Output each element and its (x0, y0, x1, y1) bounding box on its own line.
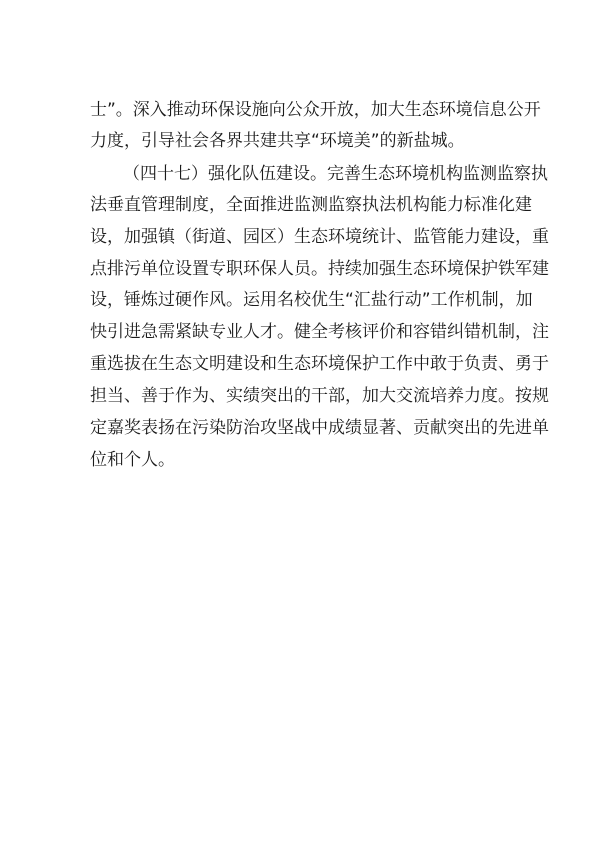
text-line-6: 点排污单位设置专职环保人员。持续加强生态环境保护铁军建 (90, 259, 549, 279)
text-line-3: （四十七）强化队伍建设。完善生态环境机构监测监察执 (123, 164, 548, 184)
text-line-8: 快引进急需紧缺专业人才。健全考核评价和容错纠错机制，注 (90, 322, 549, 342)
text-line-4: 法垂直管理制度，全面推进监测监察执法机构能力标准化建 (90, 195, 532, 215)
text-line-9: 重选拔在生态文明建设和生态环境保护工作中敢于负责、勇于 (90, 354, 549, 374)
text-line-2: 力度，引导社会各界共建共享“环境美”的新盐城。 (90, 131, 465, 151)
text-line-7: 设，锤炼过硬作风。运用名校优生“汇盐行动”工作机制，加 (90, 290, 533, 310)
text-line-11: 定嘉奖表扬在污染防治攻坚战中成绩显著、贡献突出的先进单 (90, 418, 549, 438)
text-line-12: 位和个人。 (90, 450, 175, 470)
text-line-5: 设，加强镇（街道、园区）生态环境统计、监管能力建设，重 (90, 227, 549, 247)
text-line-10: 担当、善于作为、实绩突出的干部，加大交流培养力度。按规 (90, 386, 549, 406)
text-line-1: 士”。深入推动环保设施向公众开放，加大生态环境信息公开 (90, 100, 541, 120)
